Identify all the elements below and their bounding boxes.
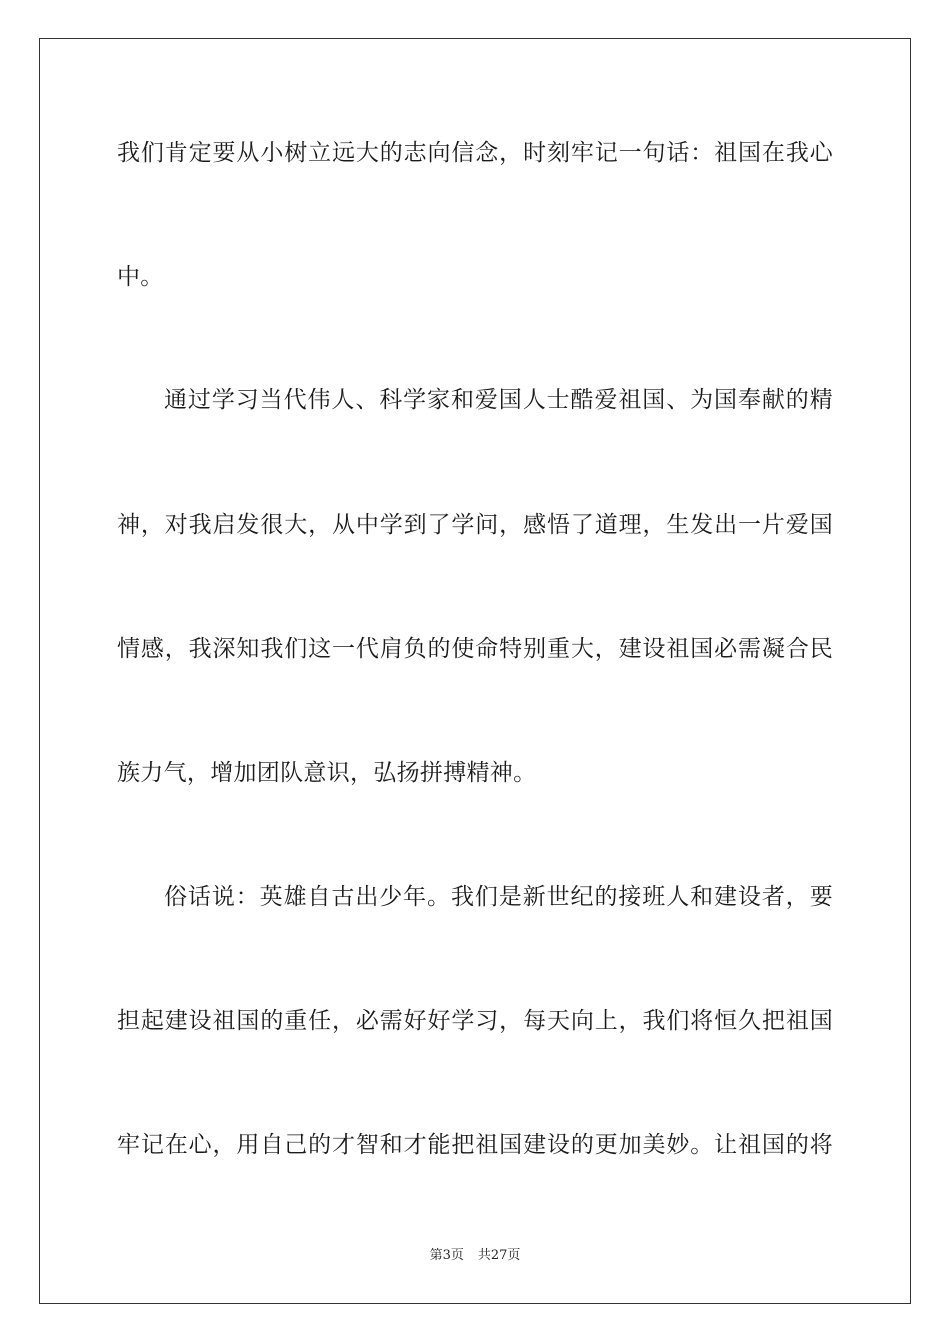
text-line: 牢记在心，用自己的才智和才能把祖国建设的更加美妙。让祖国的将: [117, 1132, 833, 1158]
text-line: 担起建设祖国的重任，必需好好学习，每天向上，我们将恒久把祖国: [117, 1008, 833, 1034]
text-line: 通过学习当代伟人、科学家和爱国人士酷爱祖国、为国奉献的精: [164, 387, 833, 413]
text-line: 中。: [117, 264, 164, 290]
page-footer: [0, 1248, 950, 1264]
page-number: 第3页: [429, 1248, 464, 1263]
page-total: 共27页: [477, 1248, 521, 1263]
text-line: 神，对我启发很大，从中学到了学问，感悟了道理，生发出一片爱国: [117, 512, 833, 538]
text-line: 族力气，增加团队意识，弘扬拼搏精神。: [117, 760, 537, 786]
page-border: [39, 38, 911, 1304]
text-line: 我们肯定要从小树立远大的志向信念，时刻牢记一句话：祖国在我心: [117, 140, 833, 166]
text-line: 情感，我深知我们这一代肩负的使命特别重大，建设祖国必需凝合民: [117, 636, 833, 662]
text-line: 俗话说：英雄自古出少年。我们是新世纪的接班人和建设者，要: [164, 884, 833, 910]
